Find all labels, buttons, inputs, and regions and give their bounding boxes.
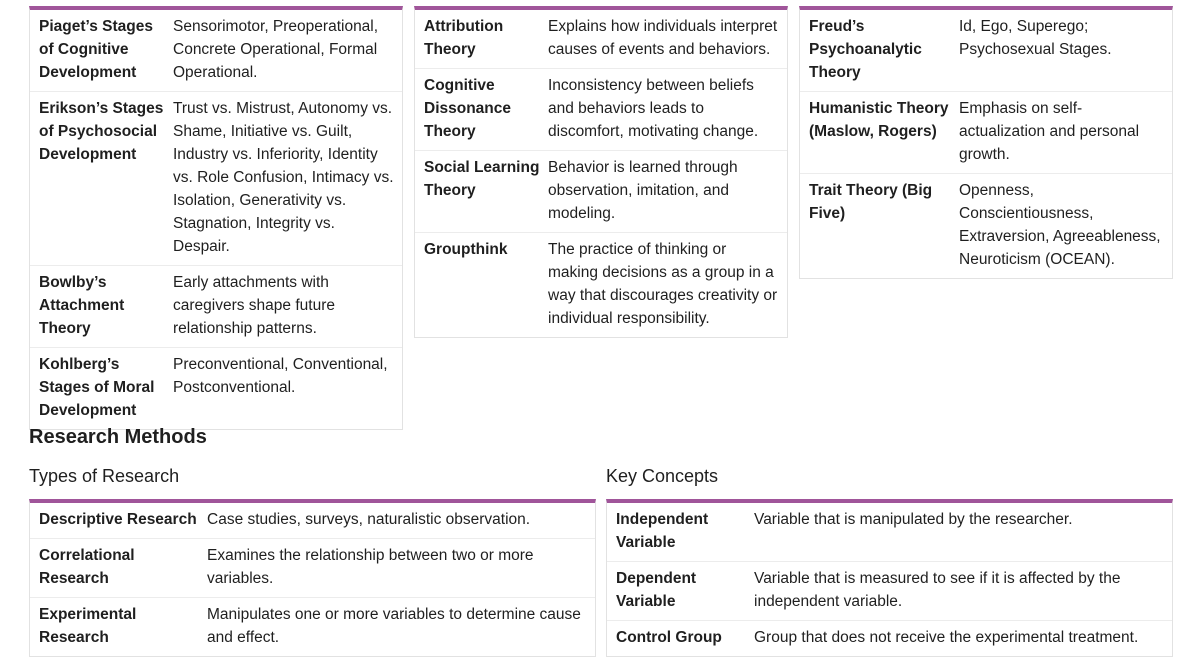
table-row (30, 597, 595, 656)
types-title: Types of Research (29, 466, 180, 486)
definition: Variable that is manipulated by the researcher. (754, 511, 1073, 528)
definition: Explains how individuals interpret causes of events and behaviors. (548, 18, 778, 58)
term: Kohlberg’s Stages of Moral Development (39, 356, 155, 419)
definition: Openness, Conscientiousness, Extraversion, Agreeableness, Neuroticism (OCEAN). (959, 182, 1161, 268)
term: Control Group (616, 629, 722, 646)
social-theories-table (414, 6, 788, 338)
table-row (800, 173, 1172, 278)
term: Correlational Research (39, 547, 135, 587)
definition: Sensorimotor, Preoperational, Concrete Operational, Formal Operational. (173, 18, 379, 81)
term: Attribution Theory (424, 18, 504, 58)
table-row (800, 10, 1172, 91)
key-concepts-table (606, 499, 1173, 657)
term: Groupthink (424, 241, 508, 258)
term: Dependent Variable (616, 570, 697, 610)
definition: Preconventional, Conventional, Postconventional. (173, 356, 388, 396)
table-row (30, 265, 402, 347)
table-row (800, 91, 1172, 173)
definition: Emphasis on self-actualization and personal growth. (959, 100, 1140, 163)
types-of-research-table (29, 499, 596, 657)
term: Freud’s Psychoanalytic Theory (809, 18, 922, 81)
definition: Group that does not receive the experimental treatment. (754, 629, 1139, 646)
table-row (415, 232, 787, 337)
term: Experimental Research (39, 606, 137, 646)
table-row (30, 347, 402, 429)
definition: Case studies, surveys, naturalistic observation. (207, 511, 531, 528)
term: Social Learning Theory (424, 159, 540, 199)
term: Descriptive Research (39, 511, 197, 528)
section-title: Research Methods (29, 426, 207, 448)
developmental-theories-table (29, 6, 403, 430)
term: Erikson’s Stages of Psychosocial Development (39, 100, 164, 163)
table-row (415, 68, 787, 150)
definition: Inconsistency between beliefs and behaviors leads to discomfort, motivating change. (548, 77, 759, 140)
table-row (607, 561, 1172, 620)
term: Cognitive Dissonance Theory (424, 77, 512, 140)
definition: Behavior is learned through observation, imitation, and modeling. (548, 159, 738, 222)
term: Piaget’s Stages of Cognitive Development (39, 18, 154, 81)
table-row (30, 503, 595, 538)
definition: The practice of thinking or making decisions as a group in a way that discourages creativity or individual responsibility. (548, 241, 778, 327)
table-row (607, 503, 1172, 561)
table-row (30, 10, 402, 91)
table-row (30, 538, 595, 597)
term: Trait Theory (Big Five) (809, 182, 933, 222)
table-row (30, 91, 402, 265)
term: Independent Variable (616, 511, 709, 551)
term: Bowlby’s Attachment Theory (39, 274, 125, 337)
table-row (415, 150, 787, 232)
definition: Manipulates one or more variables to determine cause and effect. (207, 606, 581, 646)
personality-theories-table (799, 6, 1173, 279)
definition: Variable that is measured to see if it is affected by the independent variable. (754, 570, 1121, 610)
definition: Trust vs. Mistrust, Autonomy vs. Shame, Initiative vs. Guilt, Industry vs. Inferiority, Identity vs. Role Confusion, Intimacy vs. Isolation, Generativity vs. Stagnation, Integrity vs. Despair. (173, 100, 394, 255)
table-row (415, 10, 787, 68)
concepts-title: Key Concepts (606, 466, 719, 486)
definition: Id, Ego, Superego; Psychosexual Stages. (959, 18, 1112, 58)
term: Humanistic Theory (Maslow, Rogers) (809, 100, 949, 140)
definition: Examines the relationship between two or more variables. (207, 547, 534, 587)
definition: Early attachments with caregivers shape future relationship patterns. (173, 274, 335, 337)
table-row (607, 620, 1172, 656)
